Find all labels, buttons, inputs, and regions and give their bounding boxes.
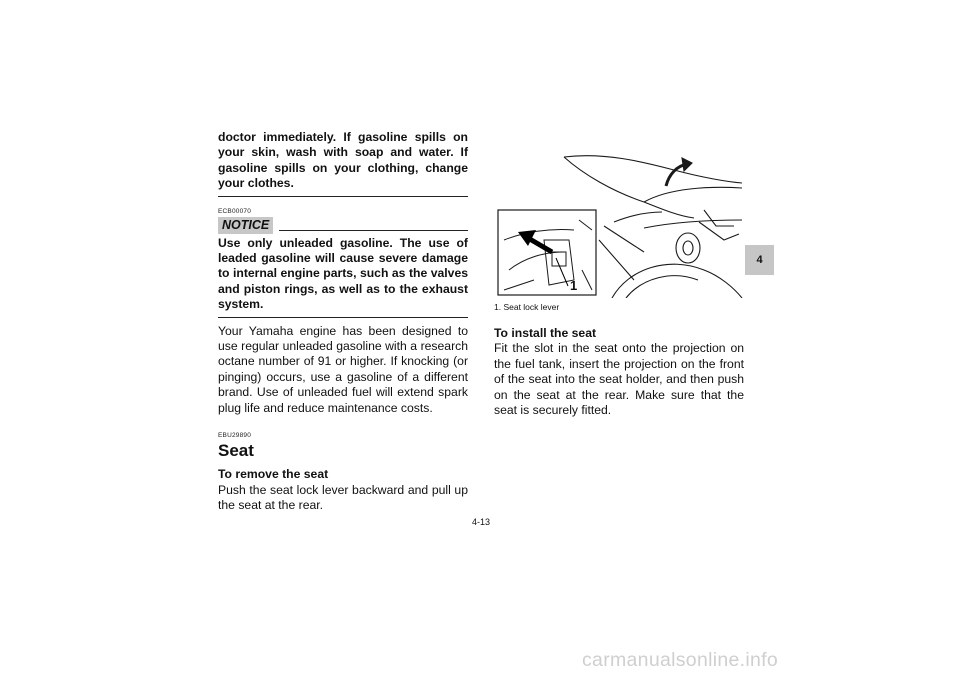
notice-header bbox=[218, 217, 468, 234]
right-column bbox=[494, 130, 744, 418]
watermark: carmanualsonline.info bbox=[582, 649, 778, 671]
seat-illustration bbox=[494, 130, 744, 298]
warning-end-rule bbox=[218, 196, 468, 197]
section-code: EBU29890 bbox=[218, 432, 252, 440]
warning-continuation: doctor immediately. If gasoline spills on your skin, wash with soap and water. If gasoline spills on your clothing, change your clothes. bbox=[218, 130, 468, 191]
remove-text: Push the seat lock lever backward and pull up the seat at the rear. bbox=[218, 482, 468, 512]
seat-figure bbox=[494, 130, 744, 298]
notice-end-rule bbox=[218, 317, 468, 318]
figure-caption: 1. Seat lock lever bbox=[494, 302, 560, 312]
install-heading: To install the seat bbox=[494, 326, 597, 340]
left-column bbox=[218, 130, 468, 513]
install-text: Fit the slot in the seat onto the projection on the fuel tank, insert the projection on the front of the seat into the seat holder, and then push on the seat at the rear. Make sure that the seat is securely fitted. bbox=[494, 341, 744, 418]
page-number: 4-13 bbox=[471, 517, 490, 527]
notice-rule bbox=[279, 230, 468, 231]
chapter-tab: 4 bbox=[745, 245, 774, 275]
fuel-body-text: Your Yamaha engine has been designed to use regular unleaded gasoline with a research octane number of 91 or higher. If knocking (or pinging) occurs, use a gasoline of a different brand. Use of unleaded fuel will extend spark plug life and reduce maintenance costs. bbox=[218, 323, 468, 415]
remove-heading: To remove the seat bbox=[218, 467, 329, 482]
notice-code: ECB00070 bbox=[218, 207, 252, 215]
notice-badge: NOTICE bbox=[218, 217, 273, 234]
notice-text: Use only unleaded gasoline. The use of leaded gasoline will cause severe damage to internal engine parts, such as the valves and piston rings, as well as to the exhaust system. bbox=[218, 235, 468, 312]
callout-number: 1 bbox=[570, 278, 578, 293]
section-title: Seat bbox=[218, 441, 254, 461]
